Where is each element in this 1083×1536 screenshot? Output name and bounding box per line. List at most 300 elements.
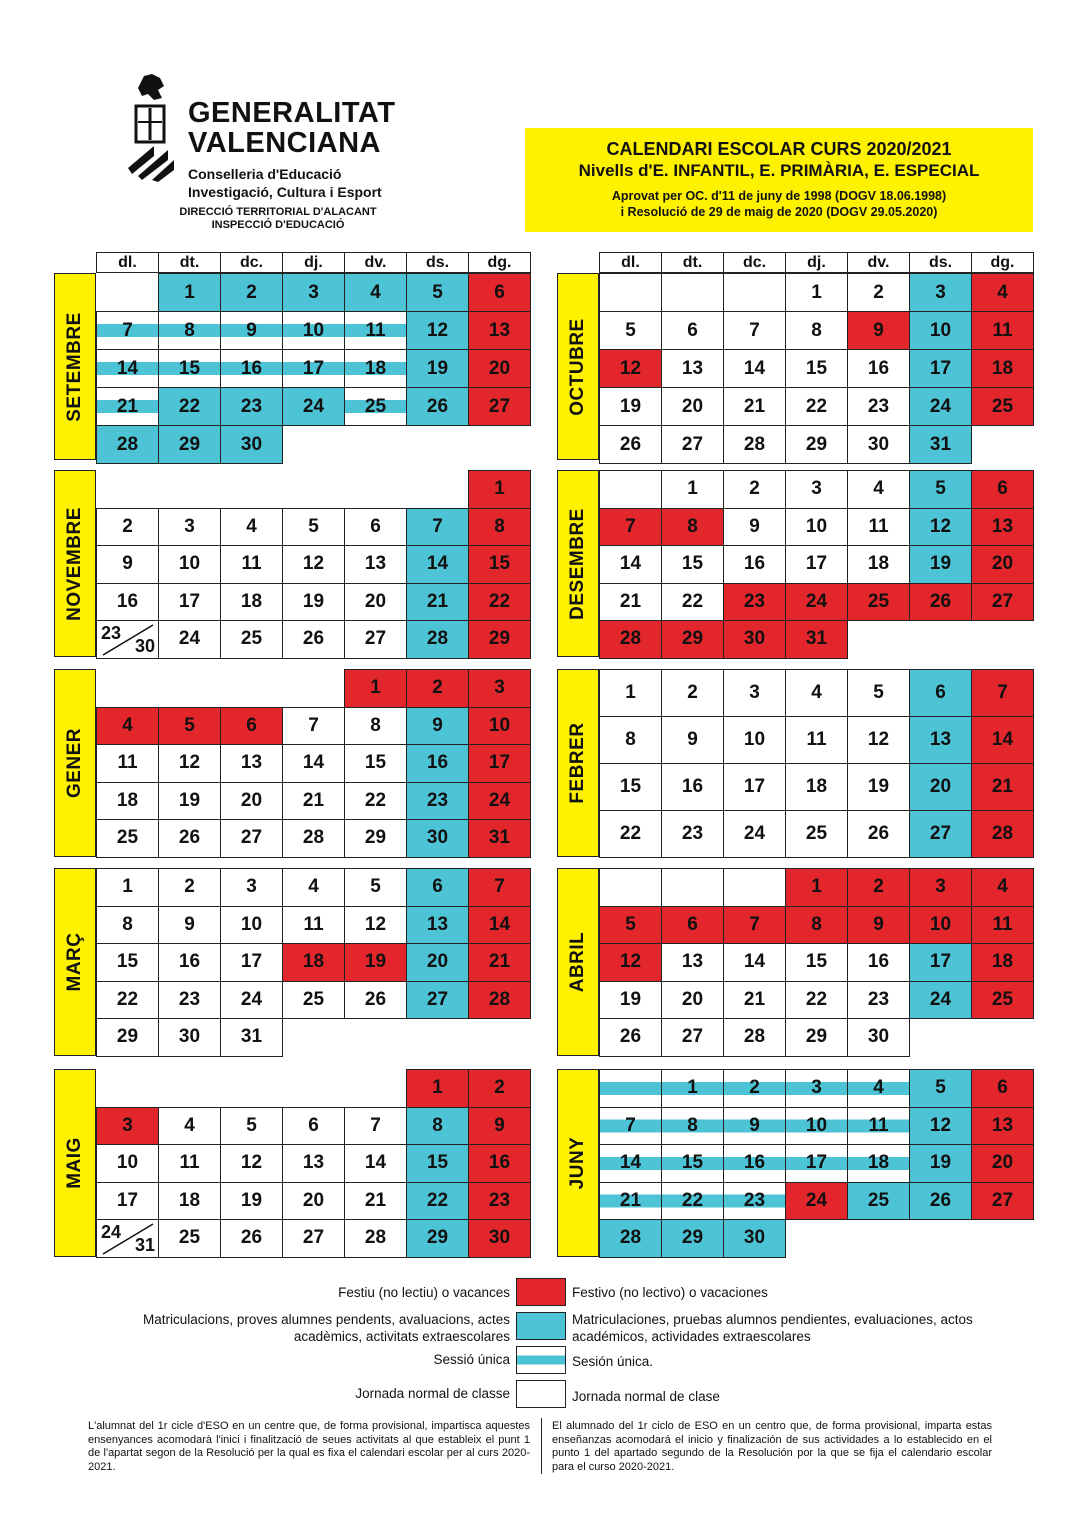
day-cell: 29 bbox=[96, 1018, 159, 1057]
day-cell: 5 bbox=[909, 470, 972, 509]
empty-cell bbox=[96, 273, 159, 312]
day-cell: 17 bbox=[96, 1182, 159, 1221]
day-cell: 24 bbox=[220, 981, 283, 1020]
day-cell: 7 bbox=[971, 669, 1034, 717]
day-cell: 6 bbox=[971, 1069, 1034, 1108]
empty-cell bbox=[468, 1018, 531, 1057]
day-cell: 1 bbox=[344, 669, 407, 708]
day-cell: 2 bbox=[847, 868, 910, 907]
day-cell: 17 bbox=[220, 943, 283, 982]
legend-swatch-blue bbox=[516, 1312, 566, 1340]
day-cell: 10 bbox=[909, 311, 972, 350]
day-cell: 2 bbox=[847, 273, 910, 312]
day-cell: 5 bbox=[406, 273, 469, 312]
day-cell: 24 bbox=[909, 387, 972, 426]
empty-cell bbox=[599, 1069, 662, 1108]
day-cell: 14 bbox=[971, 716, 1034, 764]
day-cell: 21 bbox=[406, 583, 469, 622]
day-cell: 26 bbox=[406, 387, 469, 426]
day-grid bbox=[96, 273, 530, 463]
empty-cell bbox=[158, 470, 221, 509]
day-cell: 27 bbox=[468, 387, 531, 426]
month-name-label bbox=[54, 669, 96, 857]
day-cell: 6 bbox=[661, 311, 724, 350]
weekday-label: ds. bbox=[407, 253, 469, 273]
day-cell: 14 bbox=[723, 943, 786, 982]
empty-cell bbox=[282, 1018, 345, 1057]
day-cell: 12 bbox=[220, 1144, 283, 1183]
generalitat-logo bbox=[124, 72, 424, 242]
empty-cell bbox=[971, 1219, 1034, 1258]
day-cell: 11 bbox=[158, 1144, 221, 1183]
day-cell: 23 bbox=[158, 981, 221, 1020]
day-cell: 23 bbox=[661, 810, 724, 858]
day-cell: 12 bbox=[344, 906, 407, 945]
day-cell: 27 bbox=[220, 819, 283, 858]
title-levels: Nivells d'E. INFANTIL, E. PRIMÀRIA, E. ESPECIAL bbox=[578, 161, 980, 180]
empty-cell bbox=[847, 1219, 910, 1258]
day-cell: 19 bbox=[220, 1182, 283, 1221]
day-cell: 26 bbox=[599, 425, 662, 464]
day-cell: 6 bbox=[971, 470, 1034, 509]
day-cell: 29 bbox=[158, 425, 221, 464]
day-cell: 12 bbox=[282, 545, 345, 584]
day-cell: 15 bbox=[785, 943, 848, 982]
day-cell: 25 bbox=[847, 583, 910, 622]
day-cell: 30 bbox=[468, 1219, 531, 1258]
day-cell: 26 bbox=[282, 620, 345, 659]
day-cell: 25 bbox=[785, 810, 848, 858]
day-cell: 14 bbox=[282, 744, 345, 783]
day-cell: 1 bbox=[785, 868, 848, 907]
day-cell: 26 bbox=[158, 819, 221, 858]
month-name-label bbox=[54, 273, 96, 460]
day-number: 23 bbox=[101, 623, 122, 643]
legend-swatch-white bbox=[516, 1380, 566, 1408]
weekday-label: dg. bbox=[972, 253, 1034, 273]
day-cell: 2 bbox=[468, 1069, 531, 1108]
day-cell: 20 bbox=[661, 387, 724, 426]
day-cell: 1 bbox=[599, 669, 662, 717]
day-cell: 8 bbox=[661, 1107, 724, 1146]
day-grid bbox=[599, 868, 1033, 1056]
day-cell: 11 bbox=[971, 311, 1034, 350]
directorate-line2: INSPECCIÓ D'EDUCACIÓ bbox=[211, 219, 345, 231]
month-name-text: MAIG bbox=[64, 1137, 85, 1189]
day-cell: 3 bbox=[909, 273, 972, 312]
day-cell: 27 bbox=[661, 425, 724, 464]
day-cell: 31 bbox=[468, 819, 531, 858]
day-number: 24 bbox=[101, 1222, 122, 1242]
day-cell: 24 bbox=[785, 1182, 848, 1221]
day-cell: 18 bbox=[344, 349, 407, 388]
day-cell: 14 bbox=[723, 349, 786, 388]
day-cell: 13 bbox=[344, 545, 407, 584]
day-cell: 2 bbox=[220, 273, 283, 312]
day-cell: 11 bbox=[785, 716, 848, 764]
day-cell: 12 bbox=[847, 716, 910, 764]
legend-swatch-red bbox=[516, 1278, 566, 1306]
day-cell: 28 bbox=[971, 810, 1034, 858]
day-cell: 5 bbox=[344, 868, 407, 907]
day-cell: 4 bbox=[96, 707, 159, 746]
day-cell: 20 bbox=[468, 349, 531, 388]
day-cell: 5 bbox=[282, 508, 345, 547]
day-cell: 17 bbox=[282, 349, 345, 388]
day-cell: 8 bbox=[661, 508, 724, 547]
day-cell: 18 bbox=[220, 583, 283, 622]
empty-cell bbox=[847, 620, 910, 659]
day-cell: 22 bbox=[661, 583, 724, 622]
day-cell: 6 bbox=[661, 906, 724, 945]
footnote-divider bbox=[541, 1418, 542, 1474]
day-cell: 23 bbox=[723, 583, 786, 622]
month-name-label bbox=[54, 1069, 96, 1257]
day-cell: 9 bbox=[661, 716, 724, 764]
day-cell: 7 bbox=[406, 508, 469, 547]
day-cell: 6 bbox=[282, 1107, 345, 1146]
day-cell: 19 bbox=[909, 545, 972, 584]
empty-cell bbox=[282, 470, 345, 509]
day-cell: 15 bbox=[96, 943, 159, 982]
day-cell: 16 bbox=[96, 583, 159, 622]
empty-cell bbox=[96, 1069, 159, 1108]
day-cell: 26 bbox=[220, 1219, 283, 1258]
title-main: CALENDARI ESCOLAR CURS 2020/2021 bbox=[606, 139, 952, 159]
empty-cell bbox=[971, 425, 1034, 464]
day-cell: 13 bbox=[661, 943, 724, 982]
day-cell: 21 bbox=[468, 943, 531, 982]
day-cell: 14 bbox=[344, 1144, 407, 1183]
day-cell: 30 bbox=[723, 620, 786, 659]
day-cell: 5 bbox=[599, 906, 662, 945]
day-cell: 28 bbox=[723, 1018, 786, 1057]
day-cell: 23 bbox=[847, 387, 910, 426]
day-cell: 10 bbox=[723, 716, 786, 764]
day-cell: 25 bbox=[344, 387, 407, 426]
day-cell: 24 bbox=[468, 782, 531, 821]
day-cell: 3 bbox=[96, 1107, 159, 1146]
org-name-line2: VALENCIANA bbox=[188, 127, 381, 159]
day-cell: 26 bbox=[909, 583, 972, 622]
day-cell: 9 bbox=[847, 311, 910, 350]
day-cell: 21 bbox=[723, 981, 786, 1020]
day-cell: 9 bbox=[723, 1107, 786, 1146]
day-cell: 20 bbox=[344, 583, 407, 622]
day-cell: 28 bbox=[282, 819, 345, 858]
month-name-label bbox=[557, 1069, 599, 1257]
day-cell: 28 bbox=[344, 1219, 407, 1258]
day-cell: 18 bbox=[847, 545, 910, 584]
day-cell: 18 bbox=[282, 943, 345, 982]
day-number: 31 bbox=[134, 1234, 155, 1255]
day-cell: 27 bbox=[344, 620, 407, 659]
day-grid bbox=[96, 470, 530, 658]
day-cell: 20 bbox=[971, 545, 1034, 584]
title-box bbox=[525, 128, 1033, 232]
day-cell: 30 bbox=[406, 819, 469, 858]
day-cell: 18 bbox=[785, 763, 848, 811]
empty-cell bbox=[96, 669, 159, 708]
month-name-text: NOVEMBRE bbox=[64, 506, 85, 621]
day-grid bbox=[96, 868, 530, 1056]
day-cell-split bbox=[96, 1219, 159, 1258]
day-cell: 9 bbox=[220, 311, 283, 350]
day-cell: 10 bbox=[468, 707, 531, 746]
legend-label-es: Festivo (no lectivo) o vacaciones bbox=[572, 1285, 768, 1300]
day-cell: 27 bbox=[661, 1018, 724, 1057]
legend-label-ca: Festiu (no lectiu) o vacances bbox=[338, 1285, 510, 1300]
legend-label-es: Matriculaciones, pruebas alumnos pendientes, evaluaciones, actos académicos, actividades extraescolares bbox=[572, 1312, 973, 1344]
day-cell: 6 bbox=[468, 273, 531, 312]
day-cell: 3 bbox=[220, 868, 283, 907]
day-cell: 9 bbox=[158, 906, 221, 945]
day-cell: 22 bbox=[785, 981, 848, 1020]
month-name-label bbox=[54, 470, 96, 657]
month-name-text: SETEMBRE bbox=[64, 311, 85, 422]
legend-label-ca: Jornada normal de classe bbox=[355, 1386, 510, 1401]
day-cell: 22 bbox=[468, 583, 531, 622]
empty-cell bbox=[785, 1219, 848, 1258]
legend-label-es: Jornada normal de clase bbox=[572, 1389, 720, 1404]
day-cell: 8 bbox=[468, 508, 531, 547]
empty-cell bbox=[971, 620, 1034, 659]
day-grid bbox=[96, 1069, 530, 1257]
day-cell: 31 bbox=[220, 1018, 283, 1057]
day-cell: 16 bbox=[723, 545, 786, 584]
empty-cell bbox=[909, 1018, 972, 1057]
weekday-label: dl. bbox=[600, 253, 662, 273]
day-cell: 17 bbox=[723, 763, 786, 811]
day-cell: 20 bbox=[220, 782, 283, 821]
day-cell: 27 bbox=[406, 981, 469, 1020]
day-cell: 7 bbox=[96, 311, 159, 350]
month-name-label bbox=[557, 868, 599, 1056]
day-cell: 17 bbox=[158, 583, 221, 622]
month-name-text: JUNY bbox=[567, 1136, 588, 1190]
day-cell: 19 bbox=[282, 583, 345, 622]
day-cell: 5 bbox=[599, 311, 662, 350]
day-cell: 16 bbox=[406, 744, 469, 783]
day-cell: 31 bbox=[909, 425, 972, 464]
day-cell: 21 bbox=[723, 387, 786, 426]
day-cell: 13 bbox=[468, 311, 531, 350]
day-cell: 17 bbox=[785, 545, 848, 584]
department-line2: Investigació, Cultura i Esport bbox=[188, 184, 382, 200]
month-name-text: OCTUBRE bbox=[567, 317, 588, 416]
day-cell: 30 bbox=[723, 1219, 786, 1258]
day-cell: 3 bbox=[785, 1069, 848, 1108]
empty-cell bbox=[909, 620, 972, 659]
weekday-label: dc. bbox=[724, 253, 786, 273]
day-cell: 30 bbox=[158, 1018, 221, 1057]
day-cell: 1 bbox=[96, 868, 159, 907]
day-cell: 9 bbox=[723, 508, 786, 547]
day-cell: 10 bbox=[158, 545, 221, 584]
empty-cell bbox=[406, 1018, 469, 1057]
empty-cell bbox=[909, 1219, 972, 1258]
empty-cell bbox=[220, 669, 283, 708]
day-cell: 7 bbox=[599, 508, 662, 547]
day-number: 30 bbox=[134, 635, 155, 656]
day-cell: 26 bbox=[599, 1018, 662, 1057]
weekday-header bbox=[96, 252, 531, 273]
org-name-line1: GENERALITAT bbox=[188, 97, 396, 129]
day-cell: 22 bbox=[344, 782, 407, 821]
day-cell: 29 bbox=[406, 1219, 469, 1258]
day-cell: 9 bbox=[406, 707, 469, 746]
day-cell: 22 bbox=[661, 1182, 724, 1221]
day-cell: 4 bbox=[220, 508, 283, 547]
weekday-label: dl. bbox=[97, 253, 159, 273]
day-cell: 2 bbox=[96, 508, 159, 547]
month-name-label bbox=[557, 273, 599, 460]
day-cell: 8 bbox=[599, 716, 662, 764]
day-cell: 12 bbox=[599, 349, 662, 388]
day-cell: 11 bbox=[847, 1107, 910, 1146]
day-cell: 16 bbox=[220, 349, 283, 388]
day-cell: 14 bbox=[468, 906, 531, 945]
day-cell: 4 bbox=[344, 273, 407, 312]
empty-cell bbox=[220, 470, 283, 509]
legend-label-es: Sesión única. bbox=[572, 1354, 654, 1369]
empty-cell bbox=[282, 1069, 345, 1108]
day-cell: 14 bbox=[406, 545, 469, 584]
day-cell: 3 bbox=[468, 669, 531, 708]
weekday-label: dv. bbox=[848, 253, 910, 273]
day-cell: 17 bbox=[468, 744, 531, 783]
day-cell: 21 bbox=[971, 763, 1034, 811]
day-cell: 12 bbox=[909, 1107, 972, 1146]
day-cell: 29 bbox=[661, 620, 724, 659]
day-cell: 30 bbox=[220, 425, 283, 464]
day-cell: 10 bbox=[909, 906, 972, 945]
day-cell: 12 bbox=[599, 943, 662, 982]
day-cell: 27 bbox=[971, 583, 1034, 622]
day-cell: 15 bbox=[406, 1144, 469, 1183]
day-cell: 29 bbox=[785, 425, 848, 464]
day-cell: 25 bbox=[220, 620, 283, 659]
weekday-label: dj. bbox=[786, 253, 848, 273]
day-cell: 4 bbox=[158, 1107, 221, 1146]
day-cell: 28 bbox=[723, 425, 786, 464]
day-grid bbox=[96, 669, 530, 857]
weekday-label: ds. bbox=[910, 253, 972, 273]
weekday-label: dg. bbox=[469, 253, 531, 273]
day-cell: 17 bbox=[909, 943, 972, 982]
day-cell: 7 bbox=[344, 1107, 407, 1146]
empty-cell bbox=[158, 669, 221, 708]
day-cell: 28 bbox=[599, 1219, 662, 1258]
directorate-line1: DIRECCIÓ TERRITORIAL D'ALACANT bbox=[179, 206, 377, 218]
month-name-label bbox=[557, 470, 599, 657]
day-cell: 7 bbox=[468, 868, 531, 907]
day-cell: 24 bbox=[158, 620, 221, 659]
month-name-text: GENER bbox=[64, 727, 85, 799]
day-cell: 5 bbox=[220, 1107, 283, 1146]
day-cell: 28 bbox=[468, 981, 531, 1020]
day-cell: 13 bbox=[282, 1144, 345, 1183]
day-cell: 22 bbox=[599, 810, 662, 858]
day-cell: 3 bbox=[158, 508, 221, 547]
day-cell: 9 bbox=[847, 906, 910, 945]
day-cell: 8 bbox=[785, 906, 848, 945]
day-cell: 6 bbox=[909, 669, 972, 717]
month-name-label bbox=[557, 669, 599, 857]
day-cell: 22 bbox=[785, 387, 848, 426]
title-approval-1: Aprovat per OC. d'11 de juny de 1998 (DOGV 18.06.1998) bbox=[611, 189, 947, 203]
day-cell: 21 bbox=[599, 1182, 662, 1221]
day-cell: 28 bbox=[599, 620, 662, 659]
day-cell: 11 bbox=[96, 744, 159, 783]
month-name-text: ABRIL bbox=[567, 931, 588, 993]
day-cell: 13 bbox=[220, 744, 283, 783]
day-cell: 4 bbox=[785, 669, 848, 717]
day-cell: 7 bbox=[599, 1107, 662, 1146]
day-cell: 29 bbox=[661, 1219, 724, 1258]
day-cell: 13 bbox=[971, 1107, 1034, 1146]
day-cell: 20 bbox=[971, 1144, 1034, 1183]
day-cell: 3 bbox=[785, 470, 848, 509]
day-grid bbox=[599, 470, 1033, 658]
empty-cell bbox=[661, 273, 724, 312]
footnote-ca: L'alumnat del 1r cicle d'ESO en un centre que, de forma provisional, impartisca aquestes ensenyances acomodarà l'inici i finalització de seues activitats al que estableix el punt 1 de l'apartat segon de la Resolució per la qual es fixa el calendari escolar per al curs 2020-2021. bbox=[88, 1420, 530, 1473]
empty-cell bbox=[220, 1069, 283, 1108]
day-cell: 25 bbox=[847, 1182, 910, 1221]
day-cell: 19 bbox=[909, 1144, 972, 1183]
day-cell: 1 bbox=[158, 273, 221, 312]
day-cell: 23 bbox=[847, 981, 910, 1020]
day-cell: 11 bbox=[344, 311, 407, 350]
legend-label-ca: Matriculacions, proves alumnes pendents, avaluacions, actes acadèmics, activitats extraescolares bbox=[143, 1312, 510, 1344]
day-cell: 3 bbox=[282, 273, 345, 312]
day-cell: 22 bbox=[158, 387, 221, 426]
day-cell: 4 bbox=[282, 868, 345, 907]
legend-label-ca: Sessió única bbox=[433, 1352, 510, 1367]
empty-cell bbox=[723, 868, 786, 907]
day-cell: 20 bbox=[661, 981, 724, 1020]
month-name-label bbox=[54, 868, 96, 1056]
day-cell: 8 bbox=[344, 707, 407, 746]
day-cell: 28 bbox=[96, 425, 159, 464]
day-cell: 25 bbox=[158, 1219, 221, 1258]
day-cell: 11 bbox=[847, 508, 910, 547]
day-cell: 10 bbox=[96, 1144, 159, 1183]
day-cell: 19 bbox=[158, 782, 221, 821]
day-cell: 1 bbox=[661, 470, 724, 509]
day-cell: 1 bbox=[785, 273, 848, 312]
day-cell: 30 bbox=[847, 425, 910, 464]
day-cell: 12 bbox=[406, 311, 469, 350]
empty-cell bbox=[406, 470, 469, 509]
day-cell: 5 bbox=[909, 1069, 972, 1108]
empty-cell bbox=[158, 1069, 221, 1108]
day-cell: 15 bbox=[599, 763, 662, 811]
day-cell: 14 bbox=[599, 545, 662, 584]
day-cell: 4 bbox=[847, 1069, 910, 1108]
day-cell: 30 bbox=[847, 1018, 910, 1057]
weekday-label: dj. bbox=[283, 253, 345, 273]
day-cell: 21 bbox=[96, 387, 159, 426]
day-cell: 3 bbox=[909, 868, 972, 907]
weekday-label: dc. bbox=[221, 253, 283, 273]
day-cell: 20 bbox=[909, 763, 972, 811]
day-cell: 22 bbox=[406, 1182, 469, 1221]
day-cell: 9 bbox=[468, 1107, 531, 1146]
day-cell: 11 bbox=[971, 906, 1034, 945]
day-cell: 25 bbox=[971, 387, 1034, 426]
day-cell: 11 bbox=[220, 545, 283, 584]
